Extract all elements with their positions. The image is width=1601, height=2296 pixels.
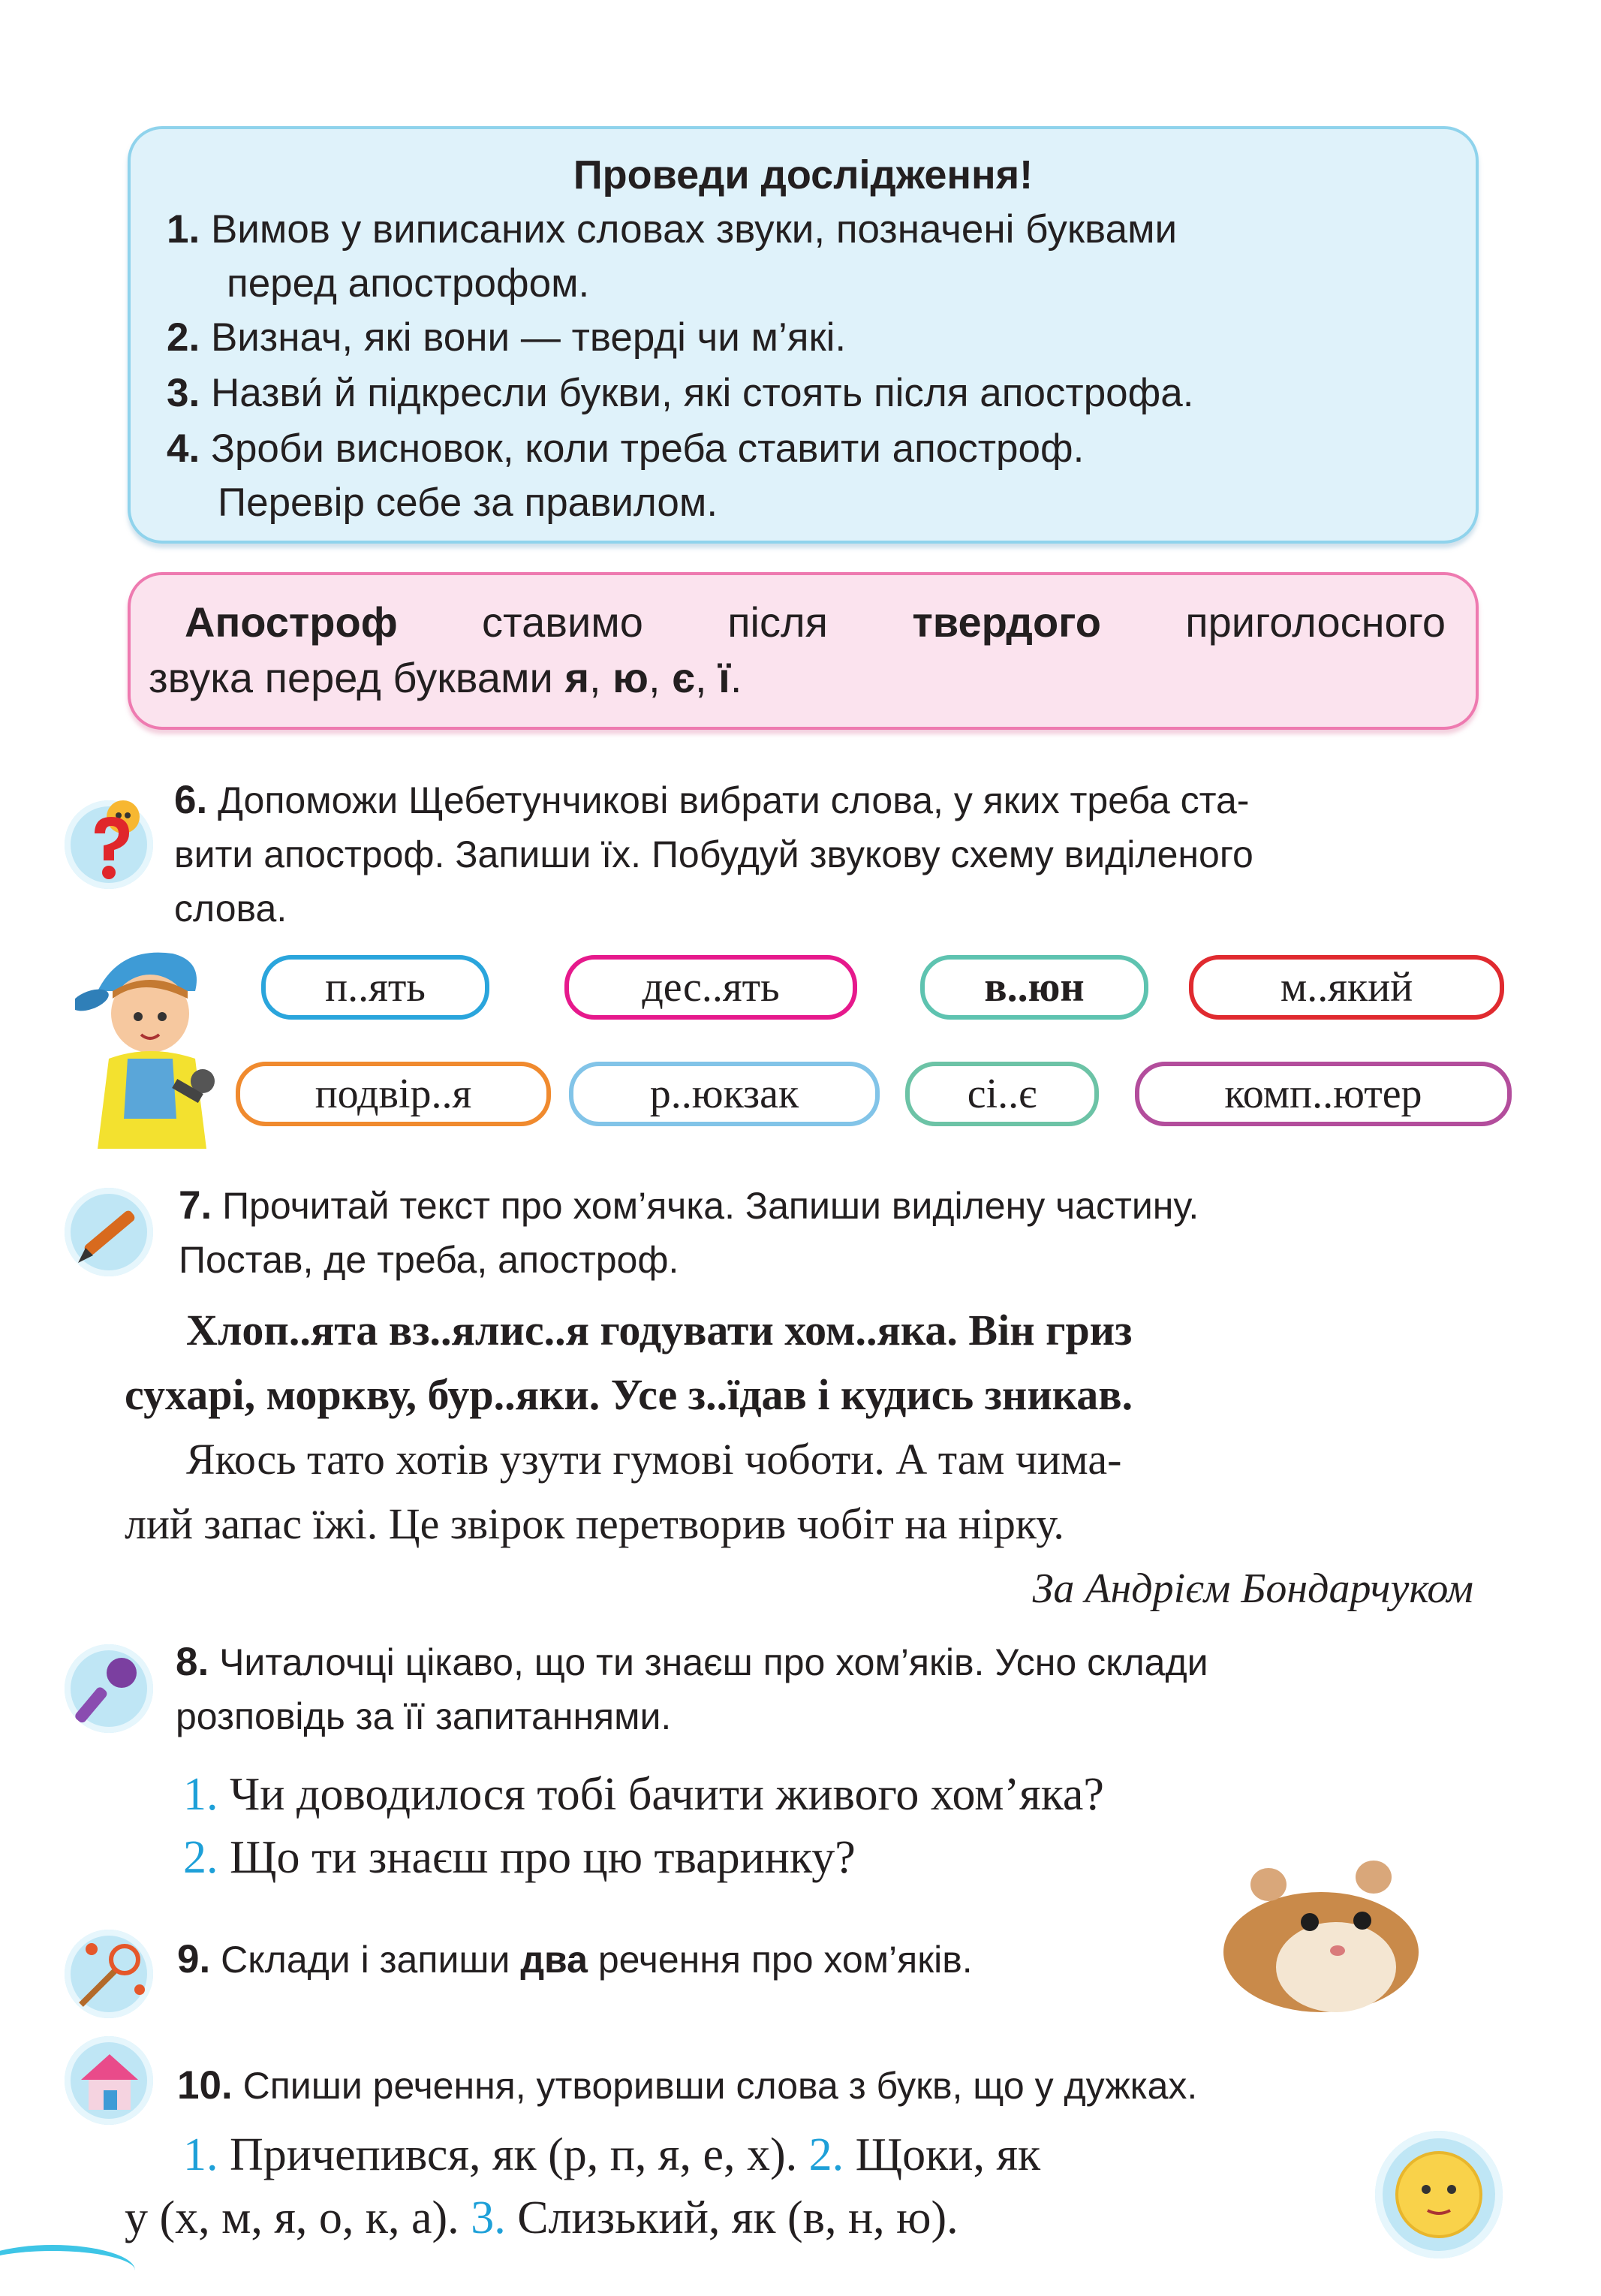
word-bubble: комп..ютер	[1135, 1062, 1512, 1126]
task8-question-2: 2. Що ти знаєш про цю тваринку?	[183, 1832, 856, 1883]
word-bubble: подвір..я	[236, 1062, 551, 1126]
task7-author: За Андрієм Бондарчуком	[1032, 1565, 1473, 1612]
rule-line-1: Апостроф ставимо після твердого приголосного	[185, 598, 1446, 646]
task8-line-2: розповідь за її запитаннями.	[176, 1695, 672, 1737]
task10-line-1: 1. Причепився, як (р, п, я, е, х). 2. Щоки, як	[183, 2129, 1041, 2180]
hamster-illustration	[1201, 1840, 1426, 2020]
word-bubble: дес..ять	[564, 955, 857, 1020]
magic-wand-icon	[65, 1930, 153, 2018]
microphone-icon	[65, 1644, 153, 1733]
word-bubble: м..який	[1189, 955, 1504, 1020]
question-icon	[65, 800, 153, 889]
task7-text-line-1: Якось тато хотів узути гумові чоботи. А там чима-	[186, 1435, 1122, 1484]
research-item-4-cont: Перевір себе за правилом.	[218, 481, 718, 525]
smiley-icon	[1375, 2131, 1503, 2258]
rule-box	[128, 572, 1479, 730]
research-item-3: 3. Назви́ й підкресли букви, які стоять після апострофа.	[167, 371, 1194, 415]
word-bubble-highlighted: в..юн	[920, 955, 1148, 1020]
task7-bold-line-1: Хлоп..ята вз..ялис..я годувати хом..яка. Він гриз	[186, 1306, 1133, 1354]
research-item-1-cont: перед апострофом.	[227, 261, 590, 306]
task8-question-1: 1. Чи доводилося тобі бачити живого хом’яка?	[183, 1769, 1104, 1820]
pen-icon	[65, 1188, 153, 1276]
task6-line-2: вити апостроф. Запиши їх. Побудуй звукову схему виділеного	[174, 833, 1253, 875]
research-item-1: 1. Вимов у виписаних словах звуки, позначені буквами	[167, 207, 1178, 252]
research-item-4: 4. Зроби висновок, коли треба ставити апостроф.	[167, 426, 1085, 471]
research-item-2: 2. Визнач, які вони — тверді чи м’які.	[167, 315, 847, 360]
task6-line-3: слова.	[174, 887, 287, 930]
rule-line-2: звука перед буквами я, ю, є, ї.	[149, 654, 742, 701]
task10-line-2: у (х, м, я, о, к, а). 3. Слизький, як (в, н, ю).	[125, 2192, 958, 2243]
house-icon	[65, 2036, 153, 2125]
task9-text: 9. Склади і запиши два речення про хом’яків.	[177, 1937, 973, 1981]
task6-line-1: 6. Допоможи Щебетунчикові вибрати слова, у яких треба ста-	[174, 778, 1250, 822]
research-box	[128, 126, 1479, 544]
task7-line-1: 7. Прочитай текст про хом’ячка. Запиши виділену частину.	[179, 1183, 1199, 1228]
word-bubble: сі..є	[905, 1062, 1099, 1126]
word-bubble: р..юкзак	[569, 1062, 880, 1126]
corner-decoration	[0, 2245, 135, 2296]
research-title: Проведи дослідження!	[573, 152, 1034, 197]
task7-line-2: Постав, де треба, апостроф.	[179, 1239, 679, 1281]
word-bubble: п..ять	[261, 955, 489, 1020]
task8-line-1: 8. Читалочці цікаво, що ти знаєш про хом’яків. Усно склади	[176, 1640, 1208, 1684]
task10-text: 10. Спиши речення, утворивши слова з букв, що у дужках.	[177, 2063, 1198, 2108]
boy-with-microphone-illustration	[75, 939, 233, 1171]
task7-bold-line-2: сухарі, моркву, бур..яки. Усе з..їдав і кудись зникав.	[125, 1370, 1133, 1419]
task7-text-line-2: лий запас їжі. Це звірок перетворив чобіт на нірку.	[125, 1499, 1064, 1548]
